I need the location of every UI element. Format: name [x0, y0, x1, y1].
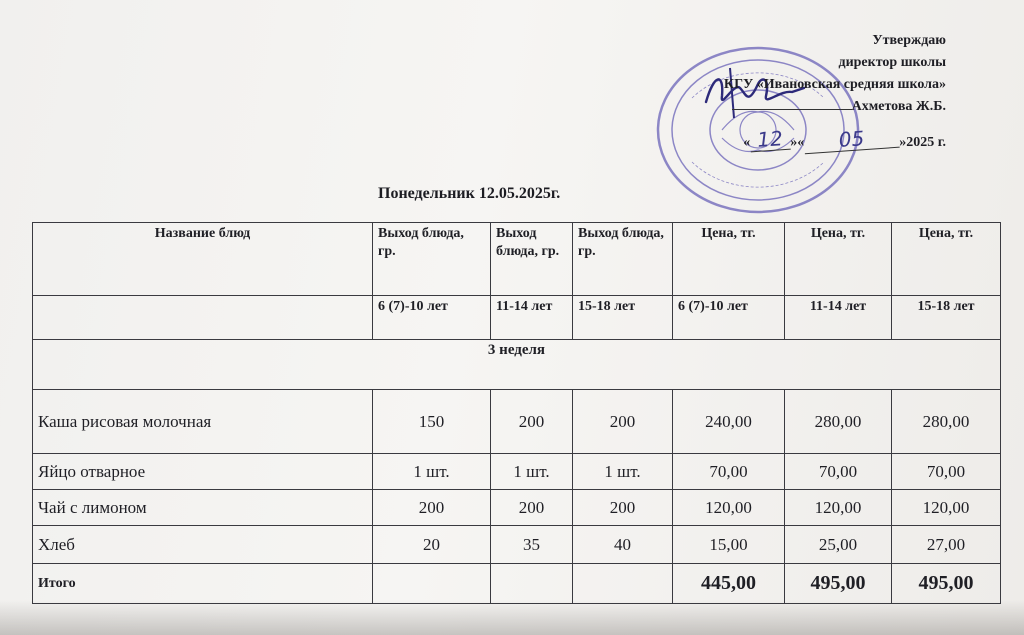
total-blank — [373, 564, 491, 604]
age-group-cell: 11-14 лет — [785, 296, 892, 340]
total-value: 495,00 — [892, 564, 1001, 604]
dish-name: Хлеб — [33, 526, 373, 564]
header-row — [33, 223, 1001, 296]
dish-output: 200 — [491, 390, 573, 454]
approval-signatory — [724, 96, 946, 118]
dish-output: 35 — [491, 526, 573, 564]
approval-organization: КГУ «Ивановская средняя школа» — [723, 77, 946, 92]
table-row — [33, 490, 1001, 526]
age-group-cell: 11-14 лет — [491, 296, 573, 340]
total-value: 495,00 — [785, 564, 892, 604]
dish-price: 280,00 — [785, 390, 892, 454]
dish-price: 280,00 — [892, 390, 1001, 454]
week-label: 3 неделя — [33, 340, 1001, 390]
dish-price: 120,00 — [892, 490, 1001, 526]
dish-name: Яйцо отварное — [33, 454, 373, 490]
date-month-handwritten: 05 — [804, 125, 900, 155]
age-group-blank — [33, 296, 373, 340]
dish-output: 1 шт. — [573, 454, 673, 490]
dish-price: 70,00 — [785, 454, 892, 490]
date-day-handwritten: 12 — [749, 127, 791, 153]
total-label: Итого — [33, 564, 373, 604]
age-group-row — [33, 296, 1001, 340]
dish-price: 70,00 — [673, 454, 785, 490]
dish-price: 70,00 — [892, 454, 1001, 490]
header-price-2: Цена, тг. — [785, 223, 892, 296]
dish-output: 200 — [373, 490, 491, 526]
header-output-3: Выход блюда, гр. — [573, 223, 673, 296]
header-output-2: Выход блюда, гр. — [491, 223, 573, 296]
dish-price: 15,00 — [673, 526, 785, 564]
approval-heading: Утверждаю — [872, 33, 946, 48]
total-value: 445,00 — [673, 564, 785, 604]
table-row — [33, 526, 1001, 564]
header-price-3: Цена, тг. — [892, 223, 1001, 296]
date-open-quote: « — [743, 135, 751, 150]
header-dish-name: Название блюд — [33, 223, 373, 296]
dish-output: 1 шт. — [373, 454, 491, 490]
dish-price: 120,00 — [785, 490, 892, 526]
dish-output: 150 — [373, 390, 491, 454]
age-group-cell: 6 (7)-10 лет — [673, 296, 785, 340]
date-mid-quote: »« — [790, 135, 805, 150]
date-year: »2025 г. — [899, 135, 946, 150]
dish-price: 27,00 — [892, 526, 1001, 564]
total-blank — [491, 564, 573, 604]
total-row — [33, 564, 1001, 604]
dish-output: 200 — [573, 490, 673, 526]
table-row — [33, 454, 1001, 490]
dish-output: 1 шт. — [491, 454, 573, 490]
dish-name: Чай с лимоном — [33, 490, 373, 526]
approval-block — [724, 30, 946, 154]
dish-output: 200 — [573, 390, 673, 454]
dish-output: 20 — [373, 526, 491, 564]
week-row — [33, 340, 1001, 390]
dish-output: 40 — [573, 526, 673, 564]
dish-price: 120,00 — [673, 490, 785, 526]
age-group-cell: 15-18 лет — [892, 296, 1001, 340]
table-row — [33, 390, 1001, 454]
dish-price: 240,00 — [673, 390, 785, 454]
age-group-cell: 15-18 лет — [573, 296, 673, 340]
page-title: Понедельник 12.05.2025г. — [378, 185, 561, 202]
approval-signatory-name: Ахметова Ж.Б. — [851, 99, 946, 114]
total-blank — [573, 564, 673, 604]
sheet-bottom-shadow — [0, 600, 1024, 635]
dish-price: 25,00 — [785, 526, 892, 564]
age-group-cell: 6 (7)-10 лет — [373, 296, 491, 340]
menu-table — [32, 222, 1001, 604]
approval-date — [724, 128, 946, 154]
header-price-1: Цена, тг. — [673, 223, 785, 296]
header-output-1: Выход блюда, гр. — [373, 223, 491, 296]
approval-position: директор школы — [838, 55, 946, 70]
dish-name: Каша рисовая молочная — [33, 390, 373, 454]
dish-output: 200 — [491, 490, 573, 526]
